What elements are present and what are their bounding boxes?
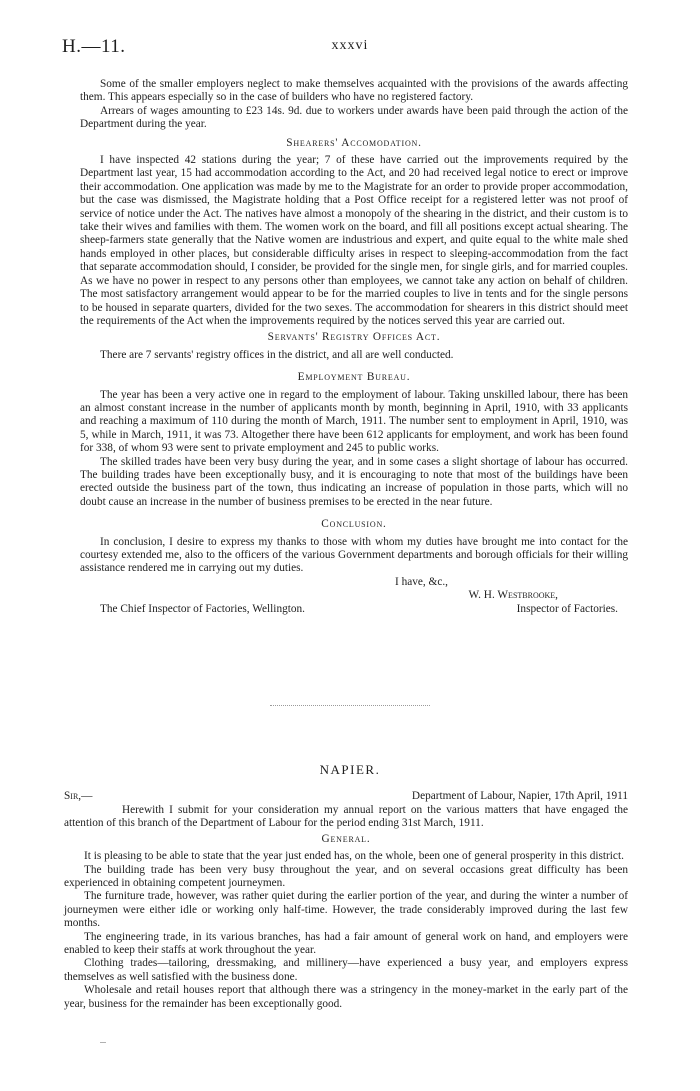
footer-mark	[100, 1042, 106, 1043]
paragraph-furniture-trade: The furniture trade, however, was rather quiet during the earlier portion of the year, and during the winter a number of journeymen were either idle or working only half-time. However, the trade considerably improved during the last few months.	[64, 890, 628, 930]
sign-addressee: The Chief Inspector of Factories, Wellington.	[100, 602, 305, 615]
paragraph-prosperity: It is pleasing to be able to state that the year just ended has, on the whole, been one of general prosperity in this district.	[84, 850, 624, 863]
paragraph-servants-registry: There are 7 servants' registry offices in the district, and all are well conducted.	[100, 348, 454, 361]
paragraph-conclusion: In conclusion, I desire to express my thanks to those with whom my duties have brought me into contact for the courtesy extended me, also to the officers of the various Government departments and borough officials for their willing assistance rendered me in carrying out my duties.	[80, 535, 628, 575]
section-title-napier: NAPIER.	[319, 762, 381, 777]
paragraph-intro: Herewith I submit for your consideration my annual report on the various matters that have engaged the attention of this branch of the Department of Labour for the period ending 31st March, 1911.	[64, 804, 628, 830]
top-section	[80, 78, 628, 616]
paragraph-clothing-trades: Clothing trades—tailoring, dressmaking, and millinery—have experienced a busy year, and employers express themselves as well satisfied with the business done.	[64, 957, 628, 983]
paragraph-wholesale-retail: Wholesale and retail houses report that although there was a stringency in the money-market in the early part of the year, business for the remainder has been exceptionally good.	[64, 984, 628, 1010]
paragraph-employment-1: The year has been a very active one in regard to the employment of labour. Taking unskilled labour, there has been an almost constant increase in the number of applicants month by month, beginning in April, 1910, with 33 applicants and reaching a maximum of 110 during the month of March, 1911. The number sent to employment in April, 1910, was 5, while in March, 1911, it was 73. Altogether there have been 612 applicants for employment, and work has been found for 338, of whom 93 were sent to private employment and 245 to public works.	[80, 388, 628, 455]
paragraph-building-trade: The building trade has been very busy throughout the year, and on several occasions great difficulty has been experienced in obtaining competent journeymen.	[64, 863, 628, 890]
paragraph-employment-2: The skilled trades have been very busy during the year, and in some cases a slight shortage of labour has occurred. The building trades have been exceptionally busy, and it is encouraging to note that most of the buildings have been erected outside the business part of the town, thus indicating an increase of population in those parts, which will no doubt cause an increase in the number of business premises to be erected in the near future.	[80, 455, 628, 508]
signature-block	[80, 576, 628, 616]
page-header	[62, 36, 638, 58]
napier-section	[64, 790, 628, 1011]
letter-head	[64, 790, 628, 804]
heading-shearers: Shearers' Accomodation.	[286, 136, 422, 149]
page-number: xxxvi	[331, 38, 369, 53]
paragraph-shearers: I have inspected 42 stations during the year; 7 of these have carried out the improvements required by the Department last year, 15 had accommodation according to the Act, and 20 had received legal notice to erect or improve their accommodation. One application was made by me to the Magistrate for an order to provide proper accommodation, but the case was dismissed, the Magistrate holding that a Post Office receipt for a registered letter was not proof of service of notice under the Act. The natives have almost a monopoly of the shearing in the district, and their custom is to take their wives and families with them. The women work on the board, and fill all positions except actual shearing. The sheep-farmers state generally that the Native women are industrious and expert, and quite equal to the white male shed hands employed in other places, but considerable difficulty arises in respect to sleeping-accommodation from the fact that separate accommodation should, I consider, be provided for the single men, for single girls, and for married couples. As we have no power in respect to any persons other than employees, we cannot take any action on behalf of children. The most satisfactory arrangement would appear to be for the married couples to live in tents and for the single persons to be housed in separate quarters, divided for the two sexes. The accommodation for shearers in this district should meet the requirements of the Act when the improvements required by the notices served this year are carried out.	[80, 154, 628, 327]
department-date: Department of Labour, Napier, 17th April, 1911	[411, 790, 628, 802]
sign-title: Inspector of Factories.	[516, 602, 618, 615]
paragraph-arrears: Arrears of wages amounting to £23 14s. 9d. due to workers under awards have been paid through the action of the Department during the year.	[80, 104, 628, 131]
heading-employment-bureau: Employment Bureau.	[297, 371, 411, 384]
sign-greeting: I have, &c.,	[394, 575, 448, 588]
salutation: Sir,—	[64, 790, 93, 802]
section-divider	[270, 705, 430, 706]
page-reference: H.—11.	[62, 36, 126, 57]
sign-name: W. H. Westbrooke,	[468, 589, 558, 602]
paragraph-employers: Some of the smaller employers neglect to make themselves acquainted with the provisions of the awards affecting them. This appears especially so in the case of builders who have no registered factory.	[80, 78, 628, 104]
heading-conclusion: Conclusion.	[321, 518, 387, 531]
paragraph-engineering-trade: The engineering trade, in its various branches, has had a fair amount of general work on hand, and employers were enabled to keep their staffs at work throughout the year.	[64, 930, 628, 957]
heading-general: General.	[321, 832, 371, 845]
heading-servants-registry: Servants' Registry Offices Act.	[267, 331, 441, 344]
